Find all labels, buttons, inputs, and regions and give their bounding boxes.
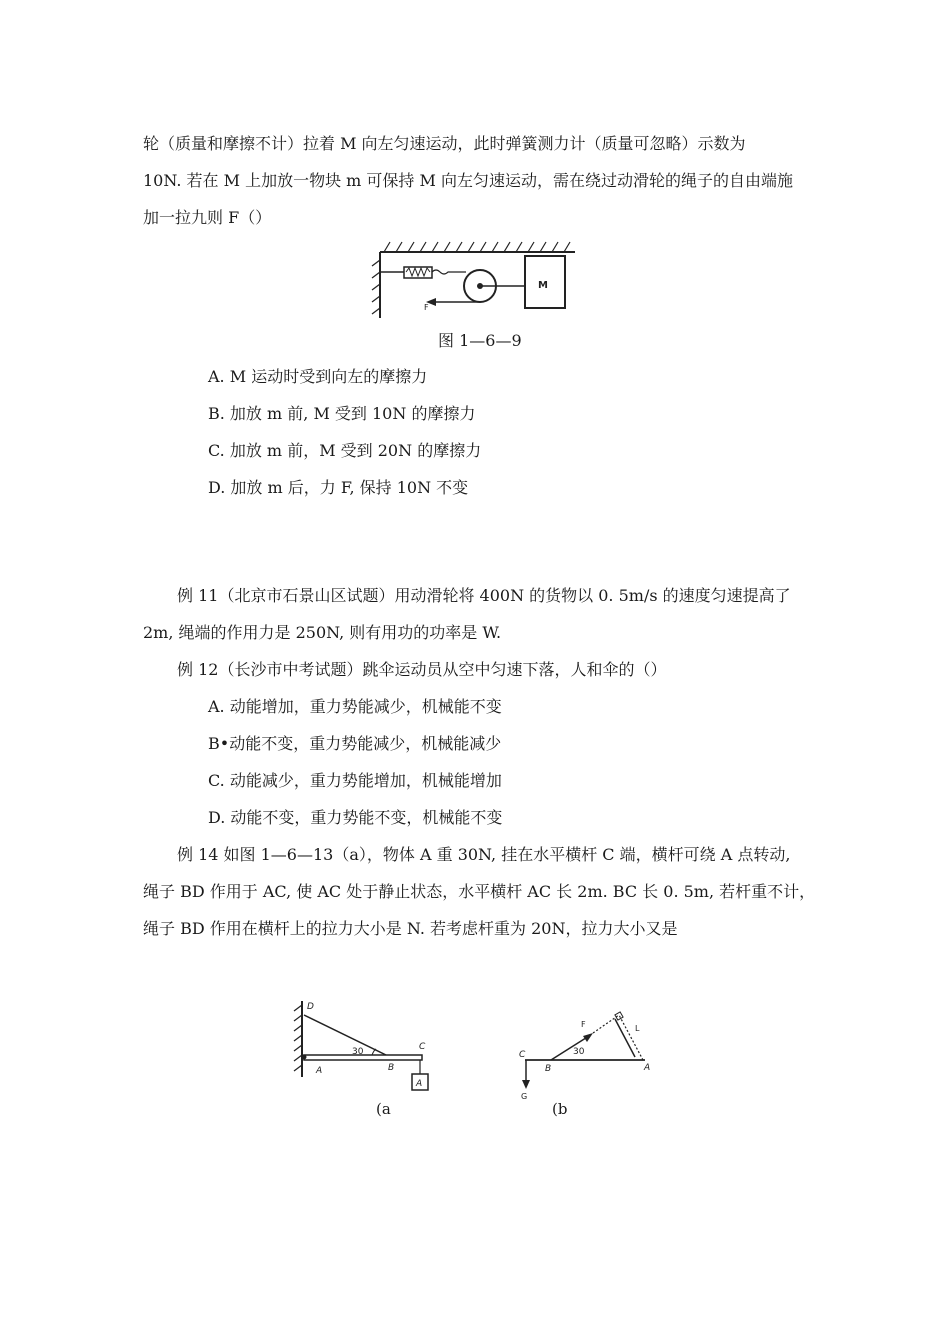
example14-line-3: 绳子 BD 作用在横杆上的拉力大小是 N. 若考虑杆重为 20N，拉力大小又是 bbox=[143, 919, 678, 938]
label-g: G bbox=[521, 1092, 528, 1100]
angle-label-a: 30 bbox=[352, 1047, 364, 1057]
rope-bd bbox=[304, 1015, 386, 1055]
example11-line-2: 2m, 绳端的作用力是 250N, 则有用功的功率是 W. bbox=[143, 623, 502, 642]
ceiling-hatch bbox=[384, 242, 570, 252]
label-b-a: B bbox=[388, 1063, 395, 1073]
label-a-pivot: A bbox=[316, 1066, 323, 1076]
problem-intro-line-2: 10N. 若在 M 上加放一物块 m 可保持 M 向左匀速运动，需在绕过动滑轮的绳子的自由端施 bbox=[143, 171, 793, 190]
figure-b-caption: (b bbox=[552, 1100, 568, 1118]
option-d: D. 加放 m 后，力 F, 保持 10N 不变 bbox=[208, 478, 469, 497]
example14-line-1: 例 14 如图 1—6—13（a），物体 A 重 30N, 挂在水平横杆 C 端，横杆可绕 A 点转动, bbox=[177, 845, 791, 864]
lever-figure-a bbox=[290, 995, 440, 1095]
label-block-a: A bbox=[416, 1079, 423, 1089]
force-arrow-b bbox=[583, 1033, 593, 1042]
example11-line-1: 例 11（北京市石景山区试题）用动滑轮将 400N 的货物以 0. 5m/s 的速度匀速提高了 bbox=[177, 586, 791, 605]
label-f-b: F bbox=[581, 1020, 586, 1029]
label-c-b: C bbox=[519, 1050, 526, 1060]
example14-line-2: 绳子 BD 作用于 AC, 使 AC 处于静止状态，水平横杆 AC 长 2m. BC 长 0. 5m, 若杆重不计， bbox=[143, 882, 816, 901]
lever-figure-b bbox=[515, 1005, 655, 1100]
label-c-a: C bbox=[419, 1042, 426, 1052]
figure1-caption: 图 1—6—9 bbox=[438, 331, 522, 350]
label-a-b: A bbox=[644, 1063, 651, 1073]
block-m-label: M bbox=[538, 280, 548, 291]
angle-label-b: 30 bbox=[573, 1047, 585, 1057]
example12-option-c: C. 动能减少，重力势能增加，机械能增加 bbox=[208, 771, 502, 790]
example12-line-1: 例 12（长沙市中考试题）跳伞运动员从空中匀速下落，人和伞的（） bbox=[177, 660, 667, 679]
label-l: L bbox=[635, 1024, 640, 1033]
pulley-spring-figure bbox=[370, 238, 580, 320]
example12-option-d: D. 动能不变，重力势能不变，机械能不变 bbox=[208, 808, 503, 827]
option-b: B. 加放 m 前, M 受到 10N 的摩擦力 bbox=[208, 404, 476, 423]
force-label: F bbox=[424, 303, 429, 312]
label-d: D bbox=[307, 1002, 314, 1012]
problem-intro-line-3: 加一拉九则 F（） bbox=[143, 208, 272, 227]
wall-hatch bbox=[372, 260, 380, 314]
bar-ac bbox=[304, 1055, 422, 1060]
example12-option-b: B•动能不变，重力势能减少，机械能减少 bbox=[208, 734, 502, 753]
gravity-arrow bbox=[522, 1080, 530, 1089]
problem-intro-line-1: 轮（质量和摩擦不计）拉着 M 向左匀速运动，此时弹簧测力计（质量可忽略）示数为 bbox=[143, 134, 746, 153]
option-a: A. M 运动时受到向左的摩擦力 bbox=[208, 367, 428, 386]
wall-hatch-a bbox=[294, 1005, 302, 1071]
label-b-b: B bbox=[545, 1064, 552, 1074]
option-c: C. 加放 m 前，M 受到 20N 的摩擦力 bbox=[208, 441, 482, 460]
figure-a-caption: (a bbox=[376, 1100, 391, 1118]
example12-option-a: A. 动能增加，重力势能减少，机械能不变 bbox=[208, 697, 502, 716]
